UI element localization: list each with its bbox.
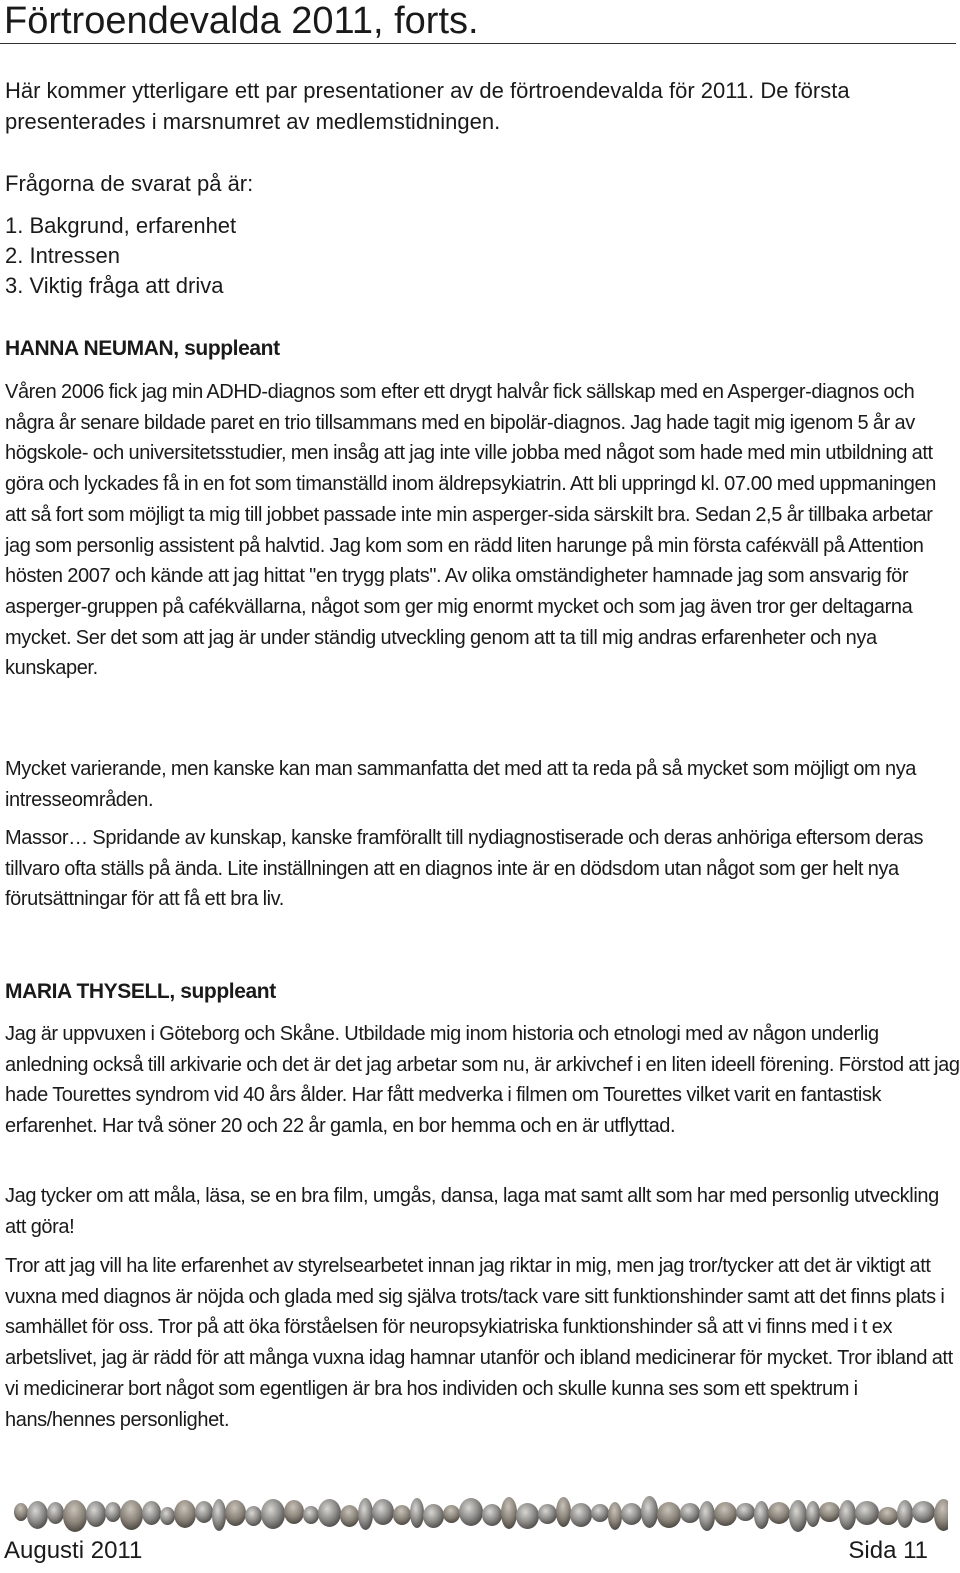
title-divider bbox=[0, 43, 956, 44]
stone bbox=[86, 1501, 106, 1527]
stone bbox=[641, 1496, 658, 1528]
stone bbox=[934, 1499, 948, 1531]
page-title: Förtroendevalda 2011, forts. bbox=[4, 0, 479, 42]
stone bbox=[245, 1506, 262, 1526]
questions-list bbox=[5, 211, 236, 301]
stone bbox=[591, 1504, 609, 1522]
stone bbox=[423, 1504, 444, 1528]
stone bbox=[621, 1503, 642, 1525]
stone bbox=[393, 1505, 411, 1525]
question-item: 1. Bakgrund, erfarenhet bbox=[5, 213, 237, 238]
stone bbox=[538, 1504, 557, 1524]
question-item: 3. Viktig fråga att driva bbox=[5, 273, 224, 298]
section-heading-hanna: HANNA NEUMAN, suppleant bbox=[5, 337, 280, 360]
stone bbox=[754, 1501, 769, 1529]
intro-text: Här kommer ytterligare ett par presentationer av de förtroendevalda för 2011. De första presenterades i marsnumret av medlemstidningen. bbox=[5, 78, 850, 134]
stone bbox=[142, 1501, 161, 1525]
stone bbox=[47, 1502, 64, 1524]
hanna-paragraph-2: Mycket varierande, men kanske kan man sammanfatta det med att ta reda på så mycket som möjligt om nya intresseområden. bbox=[5, 758, 917, 811]
hanna-paragraph-1: Våren 2006 fick jag min ADHD-diagnos som efter ett drygt halvår fick sällskap med en Asperger-diagnos och några år senare bildade paret en trio tillsammans med en bipolär-diagnos. Jag hade tagit mig igenom 5 år av högskole- och universitetsstudier, men insåg att jag inte ville jobba med något som hade med min utbildning att göra och lyckades få in en fot som timanställd inom äldrepsykiatrin. Att bli uppringd kl. 07.00 med uppmaningen att så fort som möjligt ta mig till jobbet passade inte min asperger-sida särskilt bra. Sedan 2,5 år tillbaka arbetar jag som personlig assistent på halvtid. Jag kom som en rädd liten harunge på min första caféкväll på Attention hösten 2007 och kände att jag hittat "en trygg plats". Av olika omständigheter hamnade jag som ansvarig för asperger-gruppen på cafékvällarna, något som ger mig enormt mycket och som jag även tror ger deltagarna mycket. Ser det som att jag är under ständig utveckling genom att ta till mig andras erfarenheter och nya kunskaper. bbox=[5, 381, 936, 680]
stone bbox=[608, 1502, 622, 1530]
stone bbox=[699, 1501, 715, 1531]
stone bbox=[410, 1498, 424, 1528]
stone bbox=[318, 1499, 341, 1527]
stone bbox=[806, 1501, 820, 1527]
stone bbox=[819, 1502, 840, 1522]
stone bbox=[358, 1498, 373, 1530]
stone bbox=[340, 1505, 359, 1527]
stone bbox=[160, 1507, 175, 1525]
maria-paragraph-3: Tror att jag vill ha lite erfarenhet av styrelsearbetet innan jag riktar in mig, men jag tror/tycker att det är viktigt att vuxna med diagnos är nöjda och glada med sig själva trots/tack vare sitt funktionshinder samt att det finns plats i samhället för oss. Tror på att öka förståelsen för neuropsykiatriska funktionshinder så att vi finns med i t ex arbetslivet, jag är rädd för att många vuxna idag hamnar utanför och ibland medicinerar för mycket. Tror ibland att vi medicinerar bort något som egentligen är bra hos individen och skulle kunna ses som ett spektrum i hans/hennes personlighet. bbox=[5, 1255, 953, 1431]
stone bbox=[174, 1500, 196, 1528]
stone bbox=[261, 1499, 285, 1529]
stone bbox=[839, 1500, 856, 1530]
stone bbox=[212, 1499, 226, 1531]
stone bbox=[680, 1503, 700, 1523]
stone bbox=[789, 1500, 807, 1532]
stone bbox=[372, 1499, 394, 1525]
stone bbox=[657, 1502, 681, 1528]
stone bbox=[195, 1501, 213, 1523]
stone bbox=[897, 1500, 913, 1528]
stone bbox=[443, 1505, 460, 1523]
maria-paragraph-1: Jag är uppvuxen i Göteborg och Skåne. Utbildade mig inom historia och etnologi med av någon underlig anledning också till arkivarie och det är det jag arbetar som nu, är arkivchef i en liten ideell förening. Förstod att jag hade Tourettes syndrom vid 40 års ålder. Har fått medverka i filmen om Tourettes vilket varit en fantastisk erfarenhet. Har två söner 20 och 22 år gamla, en bor hemma och en är utflyttad. bbox=[5, 1023, 960, 1138]
stone-border-decoration bbox=[8, 1496, 948, 1532]
stone bbox=[105, 1502, 121, 1522]
maria-paragraph-2: Jag tycker om att måla, läsa, se en bra film, umgås, dansa, laga mat samt allt som har med personlig utveckling att göra! bbox=[5, 1185, 939, 1238]
questions-intro: Frågorna de svarat på är: bbox=[5, 171, 254, 196]
stone bbox=[714, 1502, 737, 1526]
question-item: 2. Intressen bbox=[5, 243, 120, 268]
footer-page-number: Sida 11 bbox=[848, 1537, 928, 1564]
stone bbox=[912, 1501, 935, 1523]
stone bbox=[120, 1500, 143, 1530]
stone bbox=[284, 1500, 304, 1524]
section-heading-maria: MARIA THYSELL, suppleant bbox=[5, 980, 276, 1003]
stone bbox=[501, 1497, 517, 1529]
footer-date: Augusti 2011 bbox=[4, 1537, 143, 1564]
stone bbox=[482, 1504, 502, 1526]
stone bbox=[459, 1498, 483, 1526]
hanna-paragraph-3: Massor… Spridande av kunskap, kanske framförallt till nydiagnostiserade och deras anhöriga eftersom deras tillvaro ofta ställs på ända. Lite inställningen att en diagnos inte är en dödsdom utan något som ger helt nya förutsättningar för att få ett bra liv. bbox=[5, 827, 924, 911]
stone bbox=[855, 1501, 879, 1525]
stone bbox=[516, 1503, 539, 1529]
stone bbox=[878, 1507, 898, 1525]
stone bbox=[225, 1500, 246, 1526]
stone bbox=[27, 1501, 48, 1529]
stone bbox=[63, 1500, 87, 1532]
stone bbox=[768, 1502, 790, 1524]
stone bbox=[303, 1506, 319, 1524]
stone bbox=[570, 1503, 592, 1527]
stone bbox=[556, 1497, 571, 1527]
stone bbox=[736, 1503, 755, 1521]
stone bbox=[14, 1503, 28, 1521]
